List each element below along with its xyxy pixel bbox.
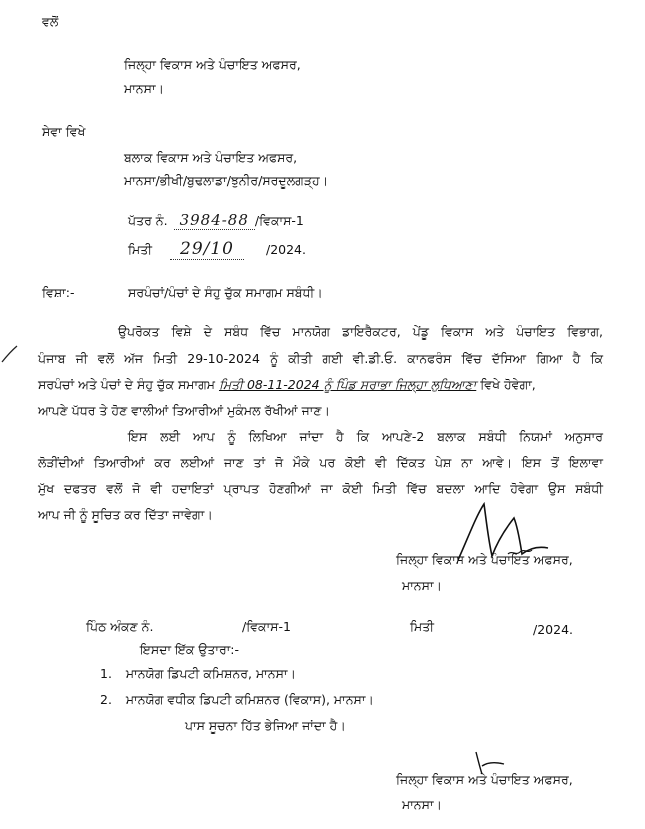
sender-place: ਮਾਨਸਾ। (124, 81, 164, 96)
copy-item (100, 666, 296, 681)
copy-item-number: 2. (100, 692, 112, 707)
signature-1-title: ਜਿਲ੍ਹਾ ਵਿਕਾਸ ਅਤੇ ਪੰਚਾਇਤ ਅਫਸਰ, (396, 552, 573, 567)
signature-1-place: ਮਾਨਸਾ। (402, 578, 442, 593)
endorsement-suffix: /ਵਿਕਾਸ-1 (242, 619, 291, 634)
sender-title: ਜਿਲ੍ਹਾ ਵਿਕਾਸ ਅਤੇ ਪੰਚਾਇਤ ਅਫਸਰ, (124, 57, 301, 72)
copy-item-text: ਮਾਨਯੋਗ ਵਧੀਕ ਡਿਪਟੀ ਕਮਿਸ਼ਨਰ (ਵਿਕਾਸ), ਮਾਨਸਾ। (125, 692, 374, 707)
para1-line1: ਉਪਰੋਕਤ ਵਿਸ਼ੇ ਦੇ ਸਬੰਧ ਵਿੱਚ ਮਾਨਯੋਗ ਡਾਇਰੈਕਟਰ, ਪੇਂਡੂ ਵਿਕਾਸ ਅਤੇ ਪੰਚਾਇਤ ਵਿਭਾਗ, (118, 324, 603, 339)
letter-ref-suffix: /ਵਿਕਾਸ-1 (254, 213, 304, 228)
letter-date-handwritten: 29/10 (170, 239, 244, 260)
endorsement-year: /2024. (533, 622, 573, 637)
endorsement-label: ਪਿੰਠ ਅੰਕਣ ਨੰ. (86, 619, 154, 634)
para2-line2: ਲੋੜੀਂਦੀਆਂ ਤਿਆਰੀਆਂ ਕਰ ਲਈਆਂ ਜਾਣ ਤਾਂ ਜੋ ਮੌਕੇ ਪਰ ਕੋਈ ਵੀ ਦਿੱਕਤ ਪੇਸ਼ ਨਾ ਆਵੇ। ਇਸ ਤੋਂ ਇਲਾਵਾ (38, 455, 603, 470)
signature-2-title: ਜਿਲ੍ਹਾ ਵਿਕਾਸ ਅਤੇ ਪੰਚਾਇਤ ਅਫਸਰ, (396, 772, 573, 787)
recipient-places: ਮਾਨਸਾ/ਭੀਖੀ/ਬੁਢਲਾਡਾ/ਝੁਨੀਰ/ਸਰਦੂਲਗੜ੍ਹ। (124, 173, 329, 188)
para1-line4: ਆਪਣੇ ਪੱਧਰ ਤੇ ਹੋਣ ਵਾਲੀਆਂ ਤਿਆਰੀਆਂ ਮੁਕੰਮਲ ਰੱਖੀਆਂ ਜਾਣ। (38, 403, 330, 418)
copy-label: ਇਸਦਾ ਇੱਕ ਉਤਾਰਾ:- (140, 642, 240, 657)
para2-line1: ਇਸ ਲਈ ਆਪ ਨੂੰ ਲਿਖਿਆ ਜਾਂਦਾ ਹੈ ਕਿ ਆਪਣੇ-2 ਬਲਾਕ ਸਬੰਧੀ ਨਿਯਮਾਂ ਅਨੁਸਾਰ (128, 429, 603, 444)
letter-date (128, 239, 306, 260)
recipient-title: ਬਲਾਕ ਵਿਕਾਸ ਅਤੇ ਪੰਚਾਇਤ ਅਫਸਰ, (124, 150, 298, 165)
letter-date-year: /2024. (265, 242, 306, 257)
info-line: ਪਾਸ ਸੂਚਨਾ ਹਿੱਤ ਭੇਜਿਆ ਜਾਂਦਾ ਹੈ। (185, 718, 346, 733)
letter-date-label: ਮਿਤੀ (128, 242, 153, 257)
copy-item-number: 1. (100, 666, 112, 681)
copy-item-text: ਮਾਨਯੋਗ ਡਿਪਟੀ ਕਮਿਸ਼ਨਰ, ਮਾਨਸਾ। (125, 666, 296, 681)
para1-line3-a: ਸਰਪੰਚਾਂ ਅਤੇ ਪੰਚਾਂ ਦੇ ਸੰਹੁ ਚੁੱਕ ਸਮਾਗਮ (38, 377, 215, 392)
letter-ref-number: 3984-88 (174, 211, 255, 230)
copy-item (100, 692, 374, 707)
to-label: ਸੇਵਾ ਵਿਖੇ (42, 124, 86, 139)
subject-label: ਵਿਸ਼ਾ:- (42, 285, 75, 300)
letter-ref-label: ਪੱਤਰ ਨੰ. (128, 213, 168, 228)
para1-line2: ਪੰਜਾਬ ਜੀ ਵਲੋਂ ਅੱਜ ਮਿਤੀ 29-10-2024 ਨੂੰ ਕੀਤੀ ਗਈ ਵੀ.ਡੀ.ਓ. ਕਾਨਫਰੰਸ ਵਿੱਚ ਦੱਸਿਆ ਗਿਆ ਹੈ ਕਿ (38, 351, 603, 366)
letter-ref (128, 211, 304, 230)
para1-line3-underlined: ਮਿਤੀ 08-11-2024 ਨੂੰ ਪਿੰਡ ਸਰਾਭਾ ਜਿਲ੍ਹਾ ਲੁਧਿਆਣਾ (218, 377, 477, 392)
signature-2-place: ਮਾਨਸਾ। (402, 797, 442, 812)
para1-line3-b: ਵਿਖੇ ਹੋਵੇਗਾ, (480, 377, 536, 392)
subject-text: ਸਰਪੰਚਾਂ/ਪੰਚਾਂ ਦੇ ਸੰਹੁ ਚੁੱਕ ਸਮਾਗਮ ਸਬੰਧੀ। (128, 285, 323, 300)
from-label: ਵਲੋਂ (42, 14, 59, 29)
para1-line3 (38, 377, 603, 392)
margin-mark-icon (0, 342, 20, 366)
para2-line4: ਆਪ ਜੀ ਨੂੰ ਸੂਚਿਤ ਕਰ ਦਿੱਤਾ ਜਾਵੇਗਾ। (38, 507, 213, 522)
endorsement-date-label: ਮਿਤੀ (410, 619, 435, 634)
para2-line3: ਮੁੱਖ ਦਫਤਰ ਵਲੋਂ ਜੋ ਵੀ ਹਦਾਇਤਾਂ ਪ੍ਰਾਪਤ ਹੋਣਗੀਆਂ ਜਾ ਕੋਈ ਮਿਤੀ ਵਿੱਚ ਬਦਲਾ ਆਦਿ ਹੋਵੇਗਾ ਉਸ ਸਬੰਧੀ (38, 481, 603, 496)
